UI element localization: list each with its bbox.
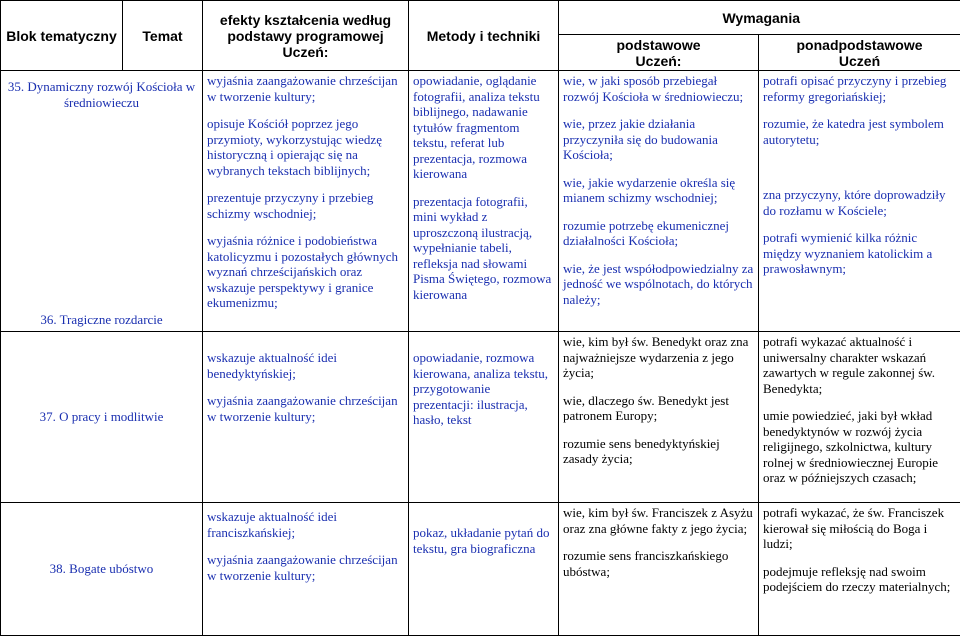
wymaganie-podstawowe: wie, dlaczego św. Benedykt jest patronem Europy; — [563, 393, 754, 424]
topic-38: 38. Bogate ubóstwo — [4, 561, 199, 577]
wymaganie-podstawowe: wie, w jaki sposób przebiegał rozwój Kościoła w średniowieczu; — [563, 73, 754, 104]
wymaganie-podstawowe: wie, że jest współodpowiedzialny za jedność we wspólnotach, do których należy; — [563, 261, 754, 308]
efekt-item: opisuje Kościół poprzez jego przymioty, wykorzystując wiedzę historyczną i opierając się na wybranych tekstach biblijnych; — [207, 116, 404, 178]
ponad-cell-1 — [759, 71, 960, 332]
wymaganie-podstawowe: wie, przez jakie działania przyczyniła się do budowania Kościoła; — [563, 116, 754, 163]
metoda-item: pokaz, układanie pytań do tekstu, gra biograficzna — [413, 525, 554, 556]
efekty-cell-1 — [203, 71, 409, 332]
wymaganie-podstawowe: wie, kim był św. Franciszek z Asyżu oraz zna główne fakty z jego życia; — [563, 505, 754, 536]
metody-cell-3 — [409, 503, 559, 636]
metoda-item: opowiadanie, oglądanie fotografii, analiza tekstu biblijnego, nadawanie tytułów fragmentom tekstu, referat lub prezentacja, rozmowa kierowana — [413, 73, 554, 182]
header-temat: Temat — [123, 1, 203, 71]
topic-37: 37. O pracy i modlitwie — [4, 409, 199, 425]
metody-cell-2 — [409, 332, 559, 503]
wymaganie-ponad: umie powiedzieć, jaki był wkład benedyktynów w rozwój życia religijnego, szkolnictwa, kultury rolnej w średniowiecznej Europie oraz w późniejszych czasach; — [763, 408, 956, 486]
efekt-item: wyjaśnia zaangażowanie chrześcijan w tworzenie kultury; — [207, 73, 404, 104]
topic-block-2 — [1, 332, 203, 503]
ponad-cell-2 — [759, 332, 960, 503]
metoda-item: prezentacja fotografii, mini wykład z uproszczoną ilustracją, wypełnianie tabeli, refleksja nad słowami Pisma Świętego, rozmowa kierowana — [413, 194, 554, 303]
efekt-item: wyjaśnia zaangażowanie chrześcijan w tworzenie kultury; — [207, 393, 404, 424]
topic-36: 36. Tragiczne rozdarcie — [4, 312, 199, 330]
topic-block-3 — [1, 503, 203, 636]
efekt-item: wskazuje aktualność idei franciszkańskiej; — [207, 509, 404, 540]
wymaganie-ponad: rozumie, że katedra jest symbolem autorytetu; — [763, 116, 956, 147]
header-metody: Metody i techniki — [409, 1, 559, 71]
efekty-cell-3 — [203, 503, 409, 636]
wymaganie-ponad: potrafi wymienić kilka różnic między wyznaniem katolickim a prawosławnym; — [763, 230, 956, 277]
podstawowe-cell-3 — [559, 503, 759, 636]
header-podstawowe: podstawowe Uczeń: — [559, 35, 759, 71]
wymaganie-podstawowe: rozumie sens franciszkańskiego ubóstwa; — [563, 548, 754, 579]
wymaganie-podstawowe: rozumie potrzebę ekumenicznej działalności Kościoła; — [563, 218, 754, 249]
wymaganie-ponad: podejmuje refleksję nad swoim podejściem do rzeczy materialnych; — [763, 564, 956, 595]
wymaganie-podstawowe: wie, kim był św. Benedykt oraz zna najważniejsze wydarzenia z jego życia; — [563, 334, 754, 381]
metody-cell-1 — [409, 71, 559, 332]
efekt-item: wskazuje aktualność idei benedyktyńskiej; — [207, 350, 404, 381]
wymaganie-ponad: potrafi wykazać, że św. Franciszek kierował się miłością do Boga i ludzi; — [763, 505, 956, 552]
efekt-item: prezentuje przyczyny i przebieg schizmy wschodniej; — [207, 190, 404, 221]
wymaganie-podstawowe: rozumie sens benedyktyńskiej zasady życia; — [563, 436, 754, 467]
metoda-item: opowiadanie, rozmowa kierowana, analiza tekstu, przygotowanie prezentacji: ilustracja, hasło, tekst — [413, 350, 554, 428]
topic-35: 35. Dynamiczny rozwój Kościoła w średniowieczu — [4, 73, 199, 110]
topic-block-1 — [1, 71, 203, 332]
ponad-cell-3 — [759, 503, 960, 636]
header-wymagania: Wymagania — [559, 1, 960, 35]
header-efekty: efekty kształcenia według podstawy programowej Uczeń: — [203, 1, 409, 71]
wymaganie-ponad: zna przyczyny, które doprowadziły do rozłamu w Kościele; — [763, 187, 956, 218]
podstawowe-cell-1 — [559, 71, 759, 332]
efekty-cell-2 — [203, 332, 409, 503]
header-blok: Blok tematyczny — [1, 1, 123, 71]
wymaganie-ponad: potrafi opisać przyczyny i przebieg reformy gregoriańskiej; — [763, 73, 956, 104]
wymaganie-ponad: potrafi wykazać aktualność i uniwersalny charakter wskazań zawartych w regule zakonnej św. Benedykta; — [763, 334, 956, 396]
wymaganie-podstawowe: wie, jakie wydarzenie określa się mianem schizmy wschodniej; — [563, 175, 754, 206]
efekt-item: wyjaśnia zaangażowanie chrześcijan w tworzenie kultury; — [207, 552, 404, 583]
efekt-item: wyjaśnia różnice i podobieństwa katolicyzmu i pozostałych głównych wyznań chrześcijańskich oraz wskazuje perspektywy i granice ekumenizmu; — [207, 233, 404, 311]
header-ponadpodstawowe: ponadpodstawowe Uczeń — [759, 35, 960, 71]
podstawowe-cell-2 — [559, 332, 759, 503]
